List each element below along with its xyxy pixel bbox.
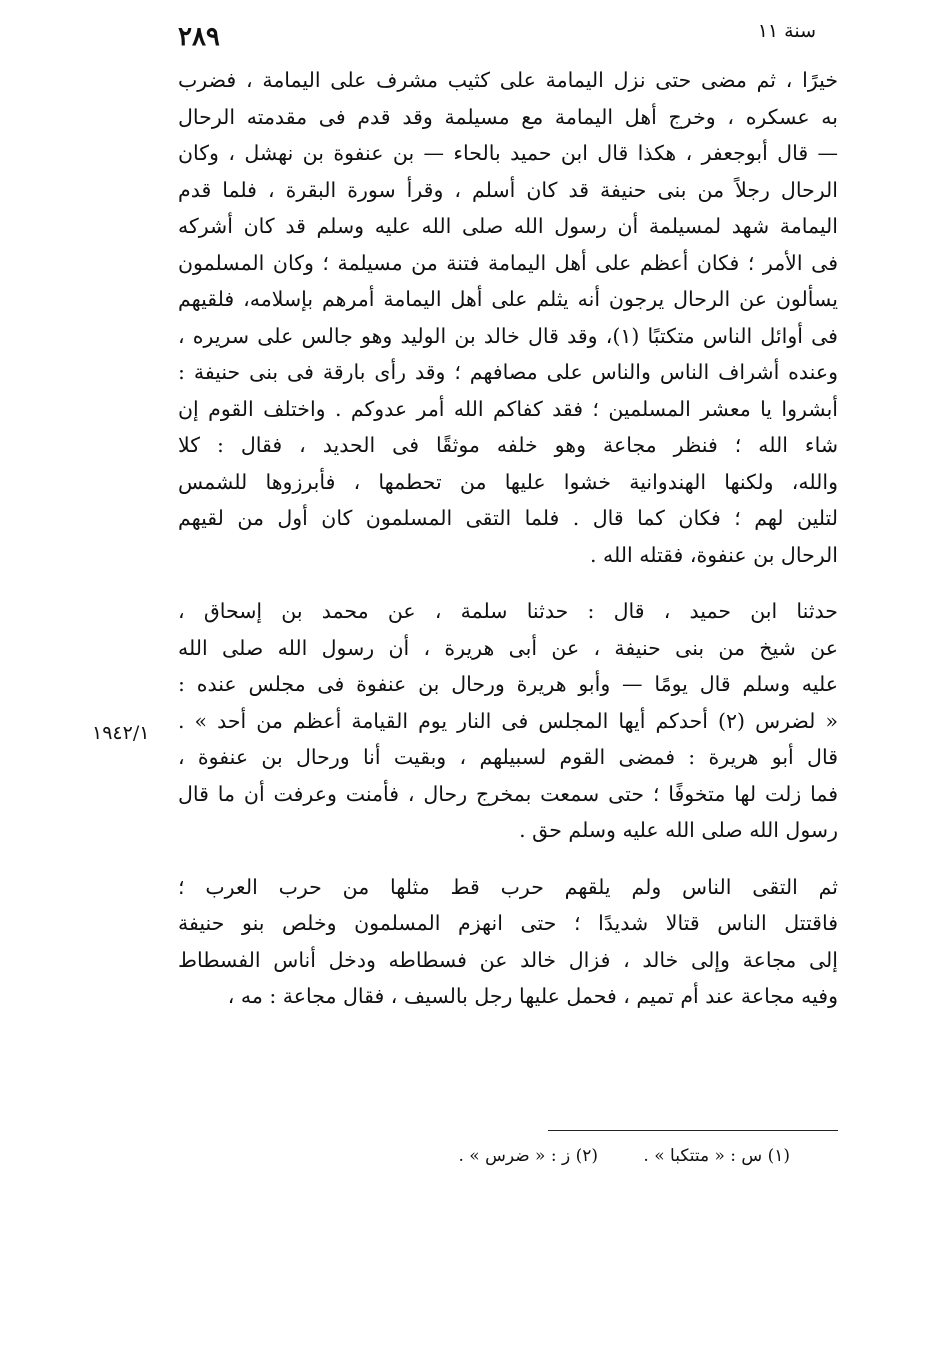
text-line: إلى مجاعة وإلى خالد ، فزال خالد عن فسطاطه ودخل أناس الفسطاط <box>178 947 838 972</box>
text-line: فاقتتل الناس قتالا شديدًا ؛ حتى انهزم المسلمون وخلص بنو حنيفة <box>178 911 838 935</box>
text-line: الرحال رجلاً من بنى حنيفة قد كان أسلم ، وقرأ سورة البقرة ، فلما قدم <box>178 177 838 202</box>
footnote-rule <box>548 1130 838 1131</box>
text-line: وعنده أشراف الناس والناس على مصافهم ؛ وقد رأى بارقة فى بنى حنيفة : <box>178 360 838 384</box>
text-line: فما زلت لها متخوفًا ؛ حتى سمعت بمخرج رحال ، فأمنت وعرفت أن ما قال <box>178 781 838 806</box>
text-line: حدثنا ابن حميد ، قال : حدثنا سلمة ، عن محمد بن إسحاق ، <box>178 599 838 623</box>
text-line: — قال أبوجعفر ، هكذا قال ابن حميد بالحاء — بن عنفوة بن نهشل ، وكان <box>178 141 838 165</box>
running-head: سنة ١١ <box>757 20 816 42</box>
margin-note: ١٩٤٢/١ <box>92 722 150 744</box>
text-line: عن شيخ من بنى حنيفة ، عن أبى هريرة ، أن رسول الله صلى الله <box>178 635 838 660</box>
text-line: ثم التقى الناس ولم يلقهم حرب قط مثلها من حرب العرب ؛ <box>178 874 838 899</box>
footnote-1: (١) س : « متتكبا » . <box>643 1146 790 1166</box>
text-line: فى الأمر ؛ فكان أعظم على أهل اليمامة فتنة من مسيلمة ؛ وكان المسلمون <box>178 250 838 275</box>
paragraph-1 <box>178 62 838 573</box>
footnotes <box>360 1146 790 1166</box>
text-line: لتلين لهم ؛ فكان كما قال . فلما التقى المسلمون كان أول من لقيهم <box>178 506 838 530</box>
text-line: فى أوائل الناس متكتبًا (١)، وقد قال خالد بن الوليد وهو جالس على سريره ، <box>178 323 838 348</box>
footnote-2: (٢) ز : « ضرس » . <box>458 1146 598 1166</box>
text-line: أبشروا يا معشر المسلمين ؛ فقد كفاكم الله أمر عدوكم . واختلف القوم إن <box>178 396 838 421</box>
text-line: شاء الله ؛ فنظر مجاعة وهو خلفه موثقًا فى الحديد ، فقال : كلا <box>178 433 838 457</box>
body-text <box>178 62 838 1015</box>
paragraph-2 <box>178 593 838 849</box>
text-line: رسول الله صلى الله عليه وسلم حق . <box>519 818 838 842</box>
text-line: قال أبو هريرة : فمضى القوم لسبيلهم ، وبقيت أنا ورحال بن عنفوة ، <box>178 745 838 769</box>
page-number: ٢٨٩ <box>178 22 220 52</box>
text-line: عليه وسلم قال يومًا — وأبو هريرة ورحال بن عنفوة فى مجلس عنده : <box>178 672 838 696</box>
text-line: وفيه مجاعة عند أم تميم ، فحمل عليها رجل بالسيف ، فقال مجاعة : مه ، <box>227 984 838 1008</box>
text-line: خيرًا ، ثم مضى حتى نزل اليمامة على كثيب مشرف على اليمامة ، فضرب <box>178 68 838 92</box>
paragraph-3 <box>178 869 838 1015</box>
text-line: والله، ولكنها الهندوانية خشوا عليها من تحطمها ، فأبرزوها للشمس <box>178 469 838 494</box>
text-line: اليمامة شهد لمسيلمة أن رسول الله صلى الله عليه وسلم قد كان أشركه <box>178 214 838 238</box>
text-line: به عسكره ، وخرج أهل اليمامة مع مسيلمة وقد قدم فى مقدمته الرحال <box>178 104 838 129</box>
text-line: يسألون عن الرحال يرجون أنه يثلم على أهل اليمامة أمرهم بإسلامه، فلقيهم <box>178 287 838 311</box>
text-line: الرحال بن عنفوة، فقتله الله . <box>589 542 838 567</box>
text-line: « لضرس (٢) أحدكم أيها المجلس فى النار يوم القيامة أعظم من أحد » . <box>178 708 838 733</box>
